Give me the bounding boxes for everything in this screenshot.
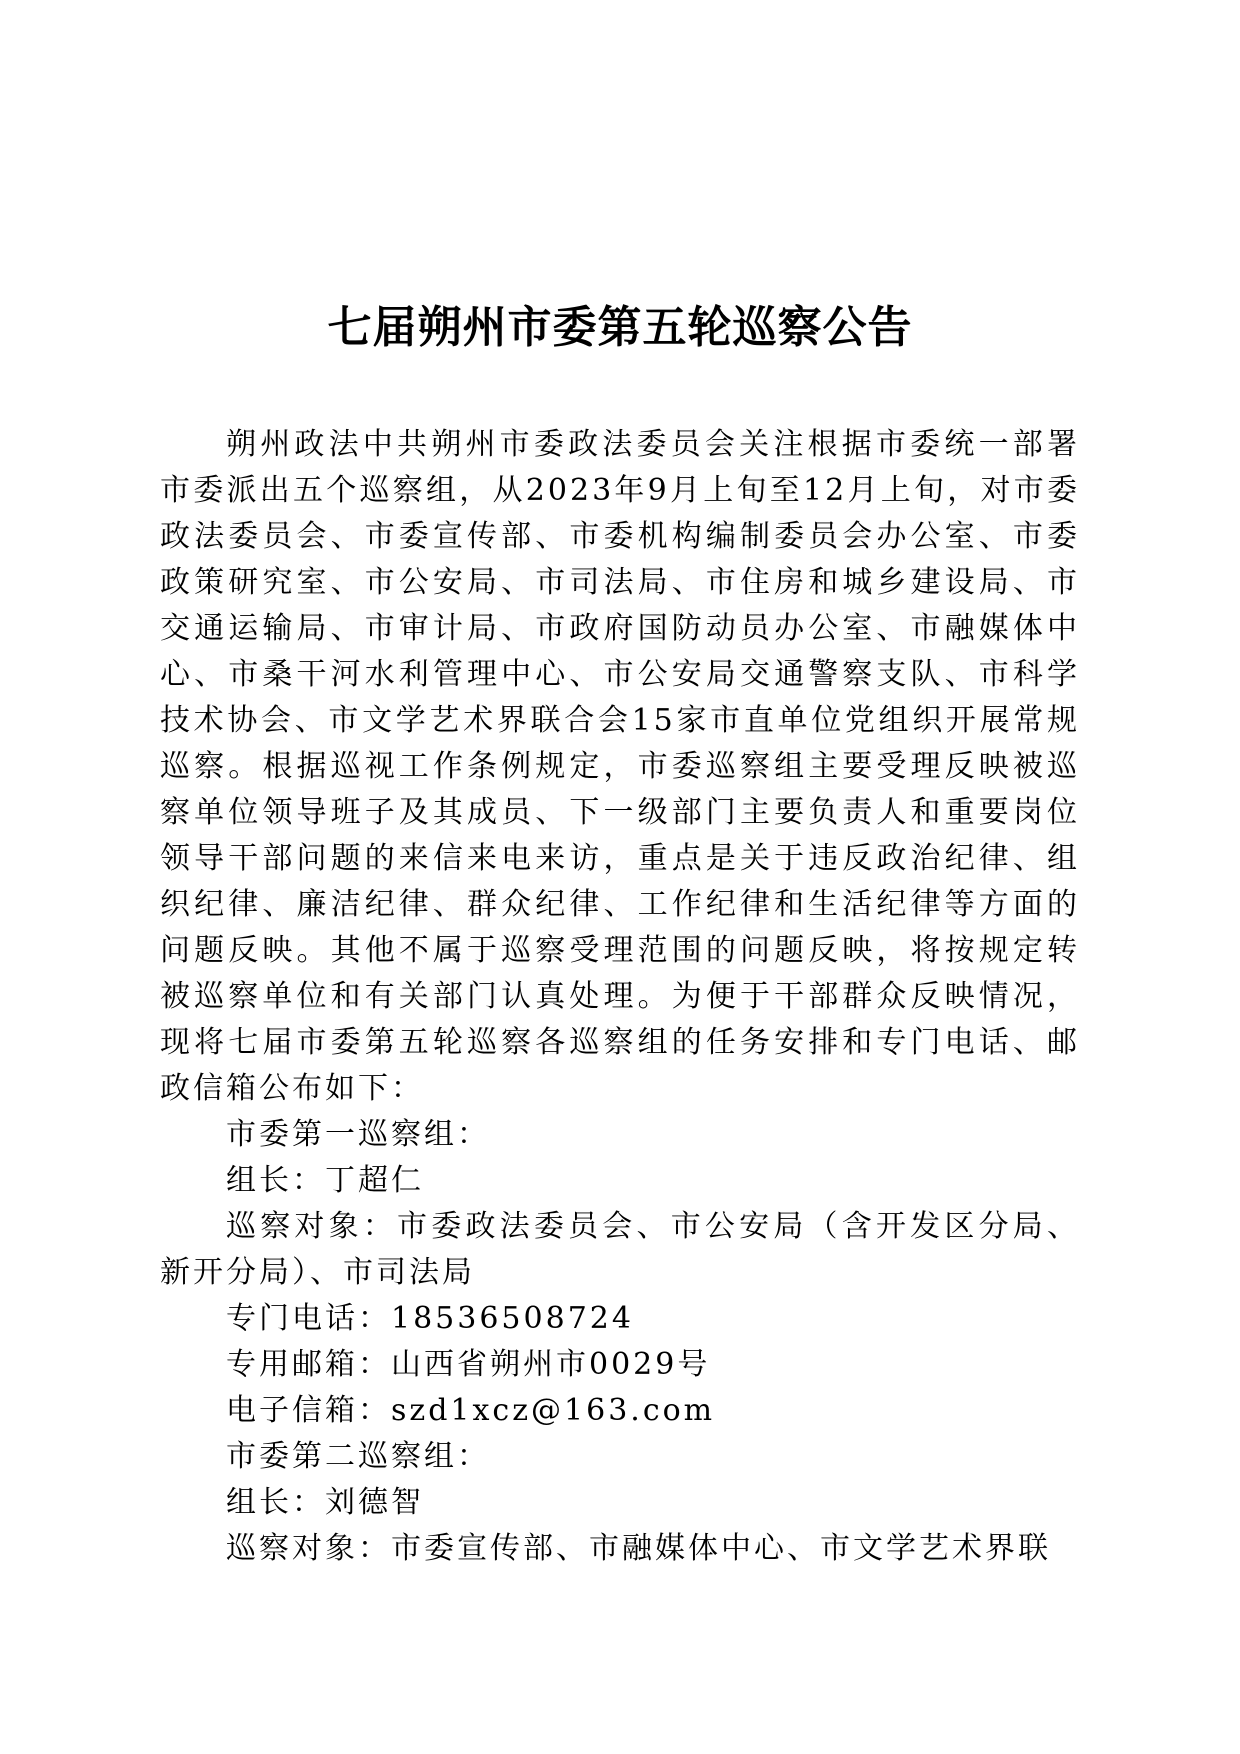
group2-heading: 市委第二巡察组： bbox=[226, 1439, 490, 1474]
group1-heading: 市委第一巡察组： bbox=[226, 1117, 490, 1152]
group1-mailbox: 专用邮箱：山西省朔州市0029号 bbox=[226, 1347, 711, 1382]
document-body bbox=[160, 422, 1080, 1572]
group1-phone: 专门电话：18536508724 bbox=[226, 1301, 634, 1336]
group1-email: 电子信箱：szd1xcz@163.com bbox=[226, 1393, 716, 1428]
intro-paragraph: 朔州政法中共朔州市委政法委员会关注根据市委统一部署市委派出五个巡察组，从2023年9月上旬至12月上旬，对市委政法委员会、市委宣传部、市委机构编制委员会办公室、市委政策研究室、市公安局、市司法局、市住房和城乡建设局、市交通运输局、市审计局、市政府国防动员办公室、市融媒体中心、市桑干河水利管理中心、市公安局交通警察支队、市科学技术协会、市文学艺术界联合会15家市直单位党组织开展常规巡察。根据巡视工作条例规定，市委巡察组主要受理反映被巡察单位领导班子及其成员、下一级部门主要负责人和重要岗位领导干部问题的来信来电来访，重点是关于违反政治纪律、组织纪律、廉洁纪律、群众纪律、工作纪律和生活纪律等方面的问题反映。其他不属于巡察受理范围的问题反映，将按规定转被巡察单位和有关部门认真处理。为便于干部群众反映情况，现将七届市委第五轮巡察各巡察组的任务安排和专门电话、邮政信箱公布如下： bbox=[160, 427, 1080, 1106]
document-title: 七届朔州市委第五轮巡察公告 bbox=[327, 302, 913, 353]
group2-targets: 巡察对象：市委宣传部、市融媒体中心、市文学艺术界联 bbox=[226, 1531, 1051, 1566]
group1-targets: 巡察对象：市委政法委员会、市公安局（含开发区分局、新开分局）、市司法局 bbox=[160, 1209, 1080, 1290]
group2-leader: 组长：刘德智 bbox=[226, 1485, 424, 1520]
group1-leader: 组长：丁超仁 bbox=[226, 1163, 424, 1198]
